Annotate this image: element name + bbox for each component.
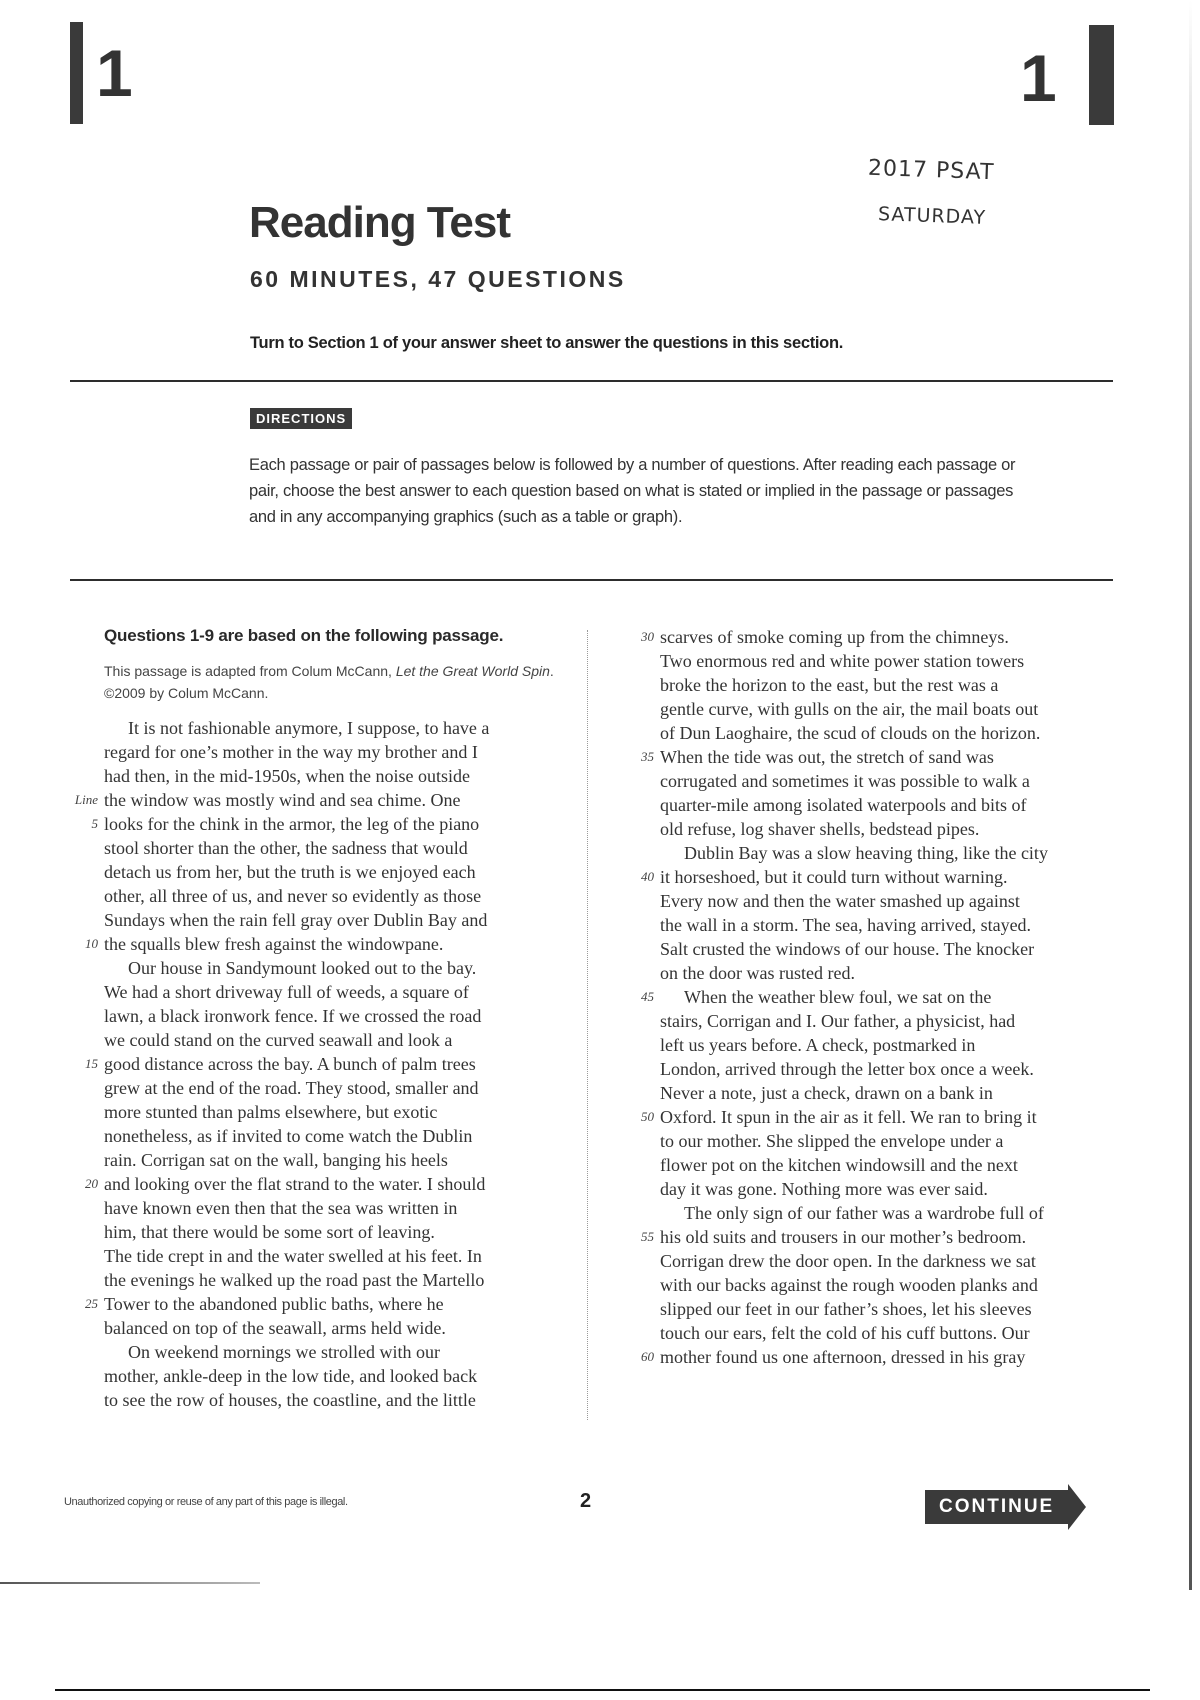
passage-line-text: rain. Corrigan sat on the wall, banging his heels [104,1150,448,1170]
scan-edge-line [0,1582,260,1584]
passage-line [660,1081,1130,1105]
passage-line [85,1052,574,1076]
page-title: Reading Test [249,198,511,247]
passage-line [660,697,1130,721]
passage-line [104,1340,574,1364]
page-number: 2 [580,1490,592,1512]
passage-line [85,1172,574,1196]
passage-line [104,980,574,1004]
line-number: 10 [85,936,98,951]
passage-line-text: day it was gone. Nothing more was ever said. [660,1179,988,1199]
passage-line [104,860,574,884]
passage-line [104,1124,574,1148]
passage-line-text: stairs, Corrigan and I. Our father, a physicist, had [660,1011,1016,1031]
page-bottom-rule [55,1689,1150,1691]
passage-line-text: left us years before. A check, postmarked in [660,1035,976,1055]
passage-line [660,913,1130,937]
passage-line-text: it horseshoed, but it could turn without warning. [660,867,1008,887]
passage-line-text: lawn, a black ironwork fence. If we crossed the road [104,1006,482,1026]
passage-line-text: Dublin Bay was a slow heaving thing, like the city [684,843,1048,863]
line-number: 35 [641,749,654,764]
line-number: 5 [91,816,98,831]
passage-line [660,1297,1130,1321]
passage-line-text: nonetheless, as if invited to come watch the Dublin [104,1126,473,1146]
passage-line-text: broke the horizon to the east, but the rest was a [660,675,999,695]
passage-line [660,1321,1130,1345]
line-number: 25 [85,1296,98,1311]
passage-line [104,716,574,740]
line-number: 15 [85,1056,98,1071]
directions-label: DIRECTIONS [250,408,352,429]
section-instruction: Turn to Section 1 of your answer sheet to answer the questions in this section. [250,334,844,352]
passage-line-text: other, all three of us, and never so evidently as those [104,886,482,906]
passage-line-text: to our mother. She slipped the envelope under a [660,1131,1004,1151]
line-number: 55 [641,1229,654,1244]
passage-line-text: the window was mostly wind and sea chime. One [104,790,461,810]
passage-line [104,1028,574,1052]
line-number: 20 [85,1176,98,1191]
passage-line-text: had then, in the mid-1950s, when the noise outside [104,766,470,786]
passage-column-right [641,625,1130,1369]
passage-line [660,1249,1130,1273]
passage-line [104,884,574,908]
passage-line-text: Oxford. It spun in the air as it fell. We ran to bring it [660,1107,1037,1127]
divider-bottom [70,579,1113,581]
continue-button[interactable] [925,1484,1086,1530]
passage-line [104,1220,574,1244]
passage-line [104,908,574,932]
line-number: 30 [641,629,654,644]
passage-line [104,740,574,764]
passage-line-text: stool shorter than the other, the sadness that would [104,838,468,858]
passage-column-left [74,716,574,1412]
passage-line [74,788,574,812]
passage-line [660,937,1130,961]
passage-line [660,1177,1130,1201]
passage-line-text: mother, ankle-deep in the low tide, and looked back [104,1366,478,1386]
passage-line [660,961,1130,985]
passage-line-text: the squalls blew fresh against the windowpane. [104,934,444,954]
handwritten-note-line2: SATURDAY [877,203,987,229]
passage-line-text: Corrigan drew the door open. In the darkness we sat [660,1251,1036,1271]
passage-line [660,1033,1130,1057]
arrow-right-icon [1068,1484,1086,1530]
passage-line [104,1364,574,1388]
passage-line [660,673,1130,697]
passage-line-text: Every now and then the water smashed up against [660,891,1020,911]
passage-line-text: quarter-mile among isolated waterpools and bits of [660,795,1027,815]
passage-line [660,721,1130,745]
passage-line [104,956,574,980]
passage-line-text: We had a short driveway full of weeds, a square of [104,982,469,1002]
scan-edge-right [1189,0,1192,1590]
passage-line [85,932,574,956]
line-number: Line [74,792,98,807]
passage-line-text: looks for the chink in the armor, the leg of the piano [104,814,480,834]
passage-line-text: gentle curve, with gulls on the air, the mail boats out [660,699,1039,719]
passage-line-text: good distance across the bay. A bunch of palm trees [104,1054,476,1074]
passage-line [660,1273,1130,1297]
passage-line-text: slipped our feet in our father’s shoes, let his sleeves [660,1299,1032,1319]
passage-line-text: regard for one’s mother in the way my brother and I [104,742,478,762]
section-marker-bar-left [70,22,83,124]
passage-line-text: and looking over the flat strand to the water. I should [104,1174,486,1194]
passage-line-text: Salt crusted the windows of our house. The knocker [660,939,1035,959]
passage-line-text: with our backs against the rough wooden planks and [660,1275,1038,1295]
passage-line-text: old refuse, log shaver shells, bedstead pipes. [660,819,980,839]
passage-line [104,1196,574,1220]
passage-line-text: more stunted than palms elsewhere, but exotic [104,1102,438,1122]
source-title: Let the Great World Spin [395,663,550,679]
passage-line-text: The only sign of our father was a wardrobe full of [684,1203,1044,1223]
passage-line [104,1268,574,1292]
passage-source [104,660,554,704]
section-number-right: 1 [1020,41,1057,115]
passage-line-text: balanced on top of the seawall, arms held wide. [104,1318,446,1338]
passage-line [641,625,1130,649]
passage-line [104,836,574,860]
passage-line-text: the wall in a storm. The sea, having arrived, stayed. [660,915,1032,935]
passage-line [104,1148,574,1172]
line-number: 60 [641,1349,654,1364]
passage-line-text: The tide crept in and the water swelled at his feet. In [104,1246,482,1266]
source-suffix: . ©2009 by Colum McCann. [104,663,554,701]
passage-line [660,1009,1130,1033]
passage-line [660,769,1130,793]
passage-line [660,1057,1130,1081]
passage-line-text: It is not fashionable anymore, I suppose, to have a [128,718,490,738]
passage-line-text: detach us from her, but the truth is we enjoyed each [104,862,476,882]
passage-line [660,841,1130,865]
passage-line [641,1105,1130,1129]
passage-line-text: him, that there would be some sort of leaving. [104,1222,435,1242]
passage-line [660,1201,1130,1225]
copyright-notice: Unauthorized copying or reuse of any part of this page is illegal. [64,1496,348,1508]
passage-line-text: of Dun Laoghaire, the scud of clouds on the horizon. [660,723,1041,743]
passage-line [641,865,1130,889]
passage-line [641,1225,1130,1249]
passage-line [104,1004,574,1028]
passage-line-text: Our house in Sandymount looked out to the bay. [128,958,477,978]
passage-line-text: Two enormous red and white power station towers [660,651,1025,671]
passage-line [91,812,574,836]
passage-line-text: scarves of smoke coming up from the chimneys. [660,627,1009,647]
divider-top [70,380,1113,382]
passage-line-text: his old suits and trousers in our mother’s bedroom. [660,1227,1027,1247]
passage-line-text: touch our ears, felt the cold of his cuff buttons. Our [660,1323,1030,1343]
passage-line [104,1388,574,1412]
passage-line [660,817,1130,841]
continue-label: CONTINUE [925,1490,1068,1524]
passage-line-text: When the weather blew foul, we sat on the [684,987,992,1007]
passage-line [660,1129,1130,1153]
section-marker-bar-right [1089,25,1114,125]
passage-line-text: Sundays when the rain fell gray over Dublin Bay and [104,910,488,930]
passage-line-text: Never a note, just a check, drawn on a bank in [660,1083,993,1103]
line-number: 50 [641,1109,654,1124]
passage-line-text: we could stand on the curved seawall and look a [104,1030,453,1050]
passage-line [104,1244,574,1268]
source-prefix: This passage is adapted from Colum McCann, [104,663,396,679]
handwritten-note-line1: 2017 PSAT [867,155,995,186]
passage-line-text: London, arrived through the letter box once a week. [660,1059,1034,1079]
line-number: 40 [641,869,654,884]
test-duration-subtitle: 60 MINUTES, 47 QUESTIONS [250,266,626,292]
passage-line-text: mother found us one afternoon, dressed in his gray [660,1347,1026,1367]
section-number-left: 1 [96,36,133,110]
passage-line [104,1076,574,1100]
passage-line [641,1345,1130,1369]
passage-line-text: have known even then that the sea was written in [104,1198,458,1218]
passage-line [104,764,574,788]
passage-line-text: the evenings he walked up the road past the Martello [104,1270,485,1290]
passage-line-text: When the tide was out, the stretch of sand was [660,747,994,767]
passage-line-text: corrugated and sometimes it was possible to walk a [660,771,1030,791]
passage-line-text: grew at the end of the road. They stood, smaller and [104,1078,479,1098]
passage-line [104,1100,574,1124]
passage-line-text: flower pot on the kitchen windowsill and the next [660,1155,1018,1175]
passage-line-text: on the door was rusted red. [660,963,855,983]
passage-line [660,1153,1130,1177]
passage-line [104,1316,574,1340]
passage-line-text: On weekend mornings we strolled with our [128,1342,440,1362]
passage-line [660,649,1130,673]
passage-line [660,793,1130,817]
line-number: 45 [641,989,654,1004]
passage-line [660,889,1130,913]
directions-text: Each passage or pair of passages below is followed by a number of questions. After reading each passage or pair, choose the best answer to each question based on what is stated or implied in the passage or passages and in any accompanying graphics (such as a table or graph). [249,456,1016,526]
passage-line-text: Tower to the abandoned public baths, where he [104,1294,444,1314]
column-divider [587,630,588,1420]
passage-line-text: to see the row of houses, the coastline, and the little [104,1390,476,1410]
passage-line [641,985,1130,1009]
passage-heading: Questions 1-9 are based on the following passage. [104,626,504,645]
passage-line [641,745,1130,769]
passage-line [85,1292,574,1316]
